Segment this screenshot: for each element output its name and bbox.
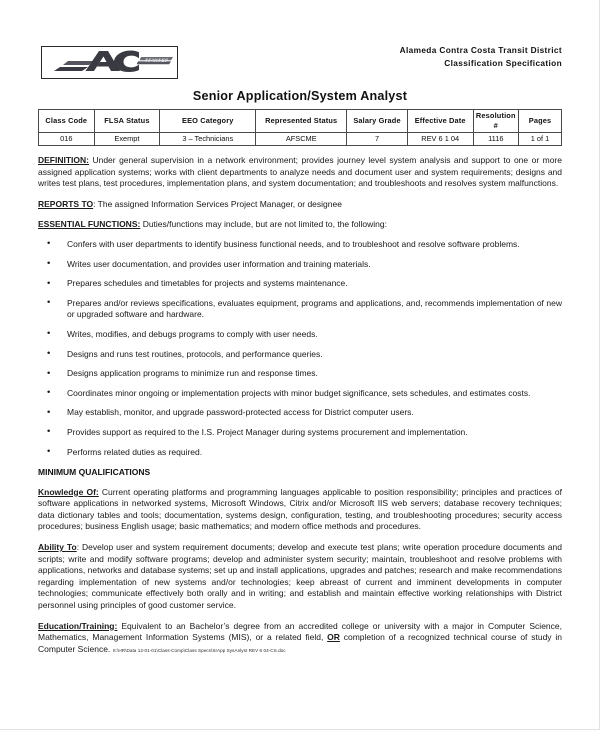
- minimum-qualifications-heading: MINIMUM QUALIFICATIONS: [38, 467, 151, 478]
- cell-class-code: 016: [39, 133, 95, 146]
- cell-pages: 1 of 1: [519, 133, 562, 146]
- col-header-represented-status: Represented Status: [256, 110, 347, 133]
- list-item: • Confers with user departments to identify business functional needs, and to troubleshoot and resolve software problems.: [38, 239, 562, 251]
- masthead: [38, 40, 562, 86]
- knowledge-of-text: Current operating platforms and programming languages applicable to position responsibility; principles and practices of software applications in networked systems, Microsoft Windows, Citrix and/or Microsoft IIS web servers; database recovery techniques; data dictionary tables and tools; documentation, systems design, configuration, testing, and troubleshooting procedures; security access procedures; business English usage; basic mathematics; and modern office methods and procedures.: [38, 486, 562, 532]
- table-header-row: [39, 110, 562, 133]
- ability-to-label: Ability To: [38, 542, 77, 553]
- col-header-pages: Pages: [519, 110, 562, 133]
- cell-resolution-number: 1116: [473, 133, 518, 146]
- col-header-flsa-status: FLSA Status: [94, 110, 160, 133]
- table-row: [39, 133, 562, 146]
- col-header-eeo-category: EEO Category: [160, 110, 256, 133]
- organization-heading: [400, 44, 562, 69]
- definition-text: Under general supervision in a network environment; provides journey level system analysis and support to one or more assigned application systems; works with client departments to analyze needs and document user and system requirements; designs and writes test plans, test procedures, implementation plans, and system documentation; and troubleshoots and resolves system malfunctions.: [38, 155, 562, 189]
- col-header-effective-date: Effective Date: [407, 110, 473, 133]
- org-name: Alameda Contra Costa Transit District: [399, 45, 562, 55]
- footer-file-path: S:\HR\Data 12-01-01\Class-Comp\Class Specs\SrApp SysAnlyst REV 6 04-CS.doc: [112, 647, 286, 653]
- ac-transit-logo: [41, 46, 178, 79]
- knowledge-of-paragraph: [38, 487, 562, 533]
- cell-represented-status: AFSCME: [256, 133, 347, 146]
- essential-functions-intro: [38, 219, 562, 231]
- list-item: • May establish, monitor, and upgrade password-protected access for District computer users.: [38, 407, 562, 419]
- page-content: [38, 40, 562, 664]
- doc-type: Classification Specification: [444, 57, 562, 68]
- list-item: • Performs related duties as required.: [38, 447, 562, 459]
- classification-spec-table: [38, 109, 562, 146]
- education-or-keyword: OR: [327, 632, 340, 643]
- definition-label: DEFINITION:: [38, 155, 89, 165]
- ac-transit-logo-icon: [42, 47, 175, 76]
- education-training-text-after: completion of a recognized technical course of study in Computer Science.: [38, 632, 563, 654]
- list-item: • Coordinates minor ongoing or implementation projects with minor budget significance, sets schedules, and estimates costs.: [38, 388, 562, 400]
- education-training-paragraph: [38, 621, 562, 656]
- list-item: • Prepares schedules and timetables for projects and systems maintenance.: [38, 278, 562, 290]
- list-item: • Prepares and/or reviews specifications, evaluates equipment, programs and applications, and, recommends implementation of new or upgraded software and hardware.: [38, 298, 562, 321]
- ability-to-paragraph: [38, 542, 562, 612]
- col-header-class-code: Class Code: [39, 110, 95, 133]
- knowledge-of-label: Knowledge Of:: [38, 486, 99, 497]
- cell-flsa-status: Exempt: [94, 133, 160, 146]
- ability-to-text: : Develop user and system requirement documents; develop and execute test plans; write operation procedure documents and scripts; write and modify software programs; develop and administer system security; maintain, troubleshoot and resolve problems with applications, networks and database systems; set up and install applications, upgrades and patches; research and make recommendations regarding implementation of new systems and/or technologies; keep abreast of current and imminent developments in computer technologies; communicate effectively both orally and in writing; and establish and maintain effective working relationships with District personnel using principles of good customer service.: [38, 542, 562, 611]
- page-title: Senior Application/System Analyst: [192, 89, 408, 103]
- reports-to-text: : The assigned Information Services Project Manager, or designee: [93, 198, 342, 209]
- essential-functions-label: ESSENTIAL FUNCTIONS:: [38, 219, 141, 230]
- education-training-label: Education/Training:: [38, 620, 118, 631]
- list-item: • Writes user documentation, and provides user information and training materials.: [38, 259, 562, 271]
- essential-functions-list: [38, 239, 562, 458]
- essential-functions-intro-text: Duties/functions may include, but are not limited to, the following:: [140, 219, 387, 230]
- col-header-resolution-number: Resolution #: [473, 110, 518, 133]
- list-item: • Designs application programs to minimize run and response times.: [38, 368, 562, 380]
- reports-to-label: REPORTS TO: [38, 198, 94, 209]
- definition-paragraph: [38, 155, 562, 190]
- list-item: • Designs and runs test routines, protocols, and performance queries.: [38, 349, 562, 361]
- education-training-text-before: Equivalent to an Bachelor’s degree from an accredited college or university with a major in Computer Science, Mathematics, Management Information Systems (MIS), or a related field,: [38, 620, 562, 643]
- col-header-salary-grade: Salary Grade: [347, 110, 408, 133]
- list-item: • Writes, modifies, and debugs programs to comply with user needs.: [38, 329, 562, 341]
- cell-eeo-category: 3 – Technicians: [160, 133, 256, 146]
- list-item: • Provides support as required to the I.S. Project Manager during systems procurement and implementation.: [38, 427, 562, 439]
- cell-effective-date: REV 6 1 04: [407, 133, 473, 146]
- cell-salary-grade: 7: [347, 133, 408, 146]
- reports-to-paragraph: [38, 199, 562, 211]
